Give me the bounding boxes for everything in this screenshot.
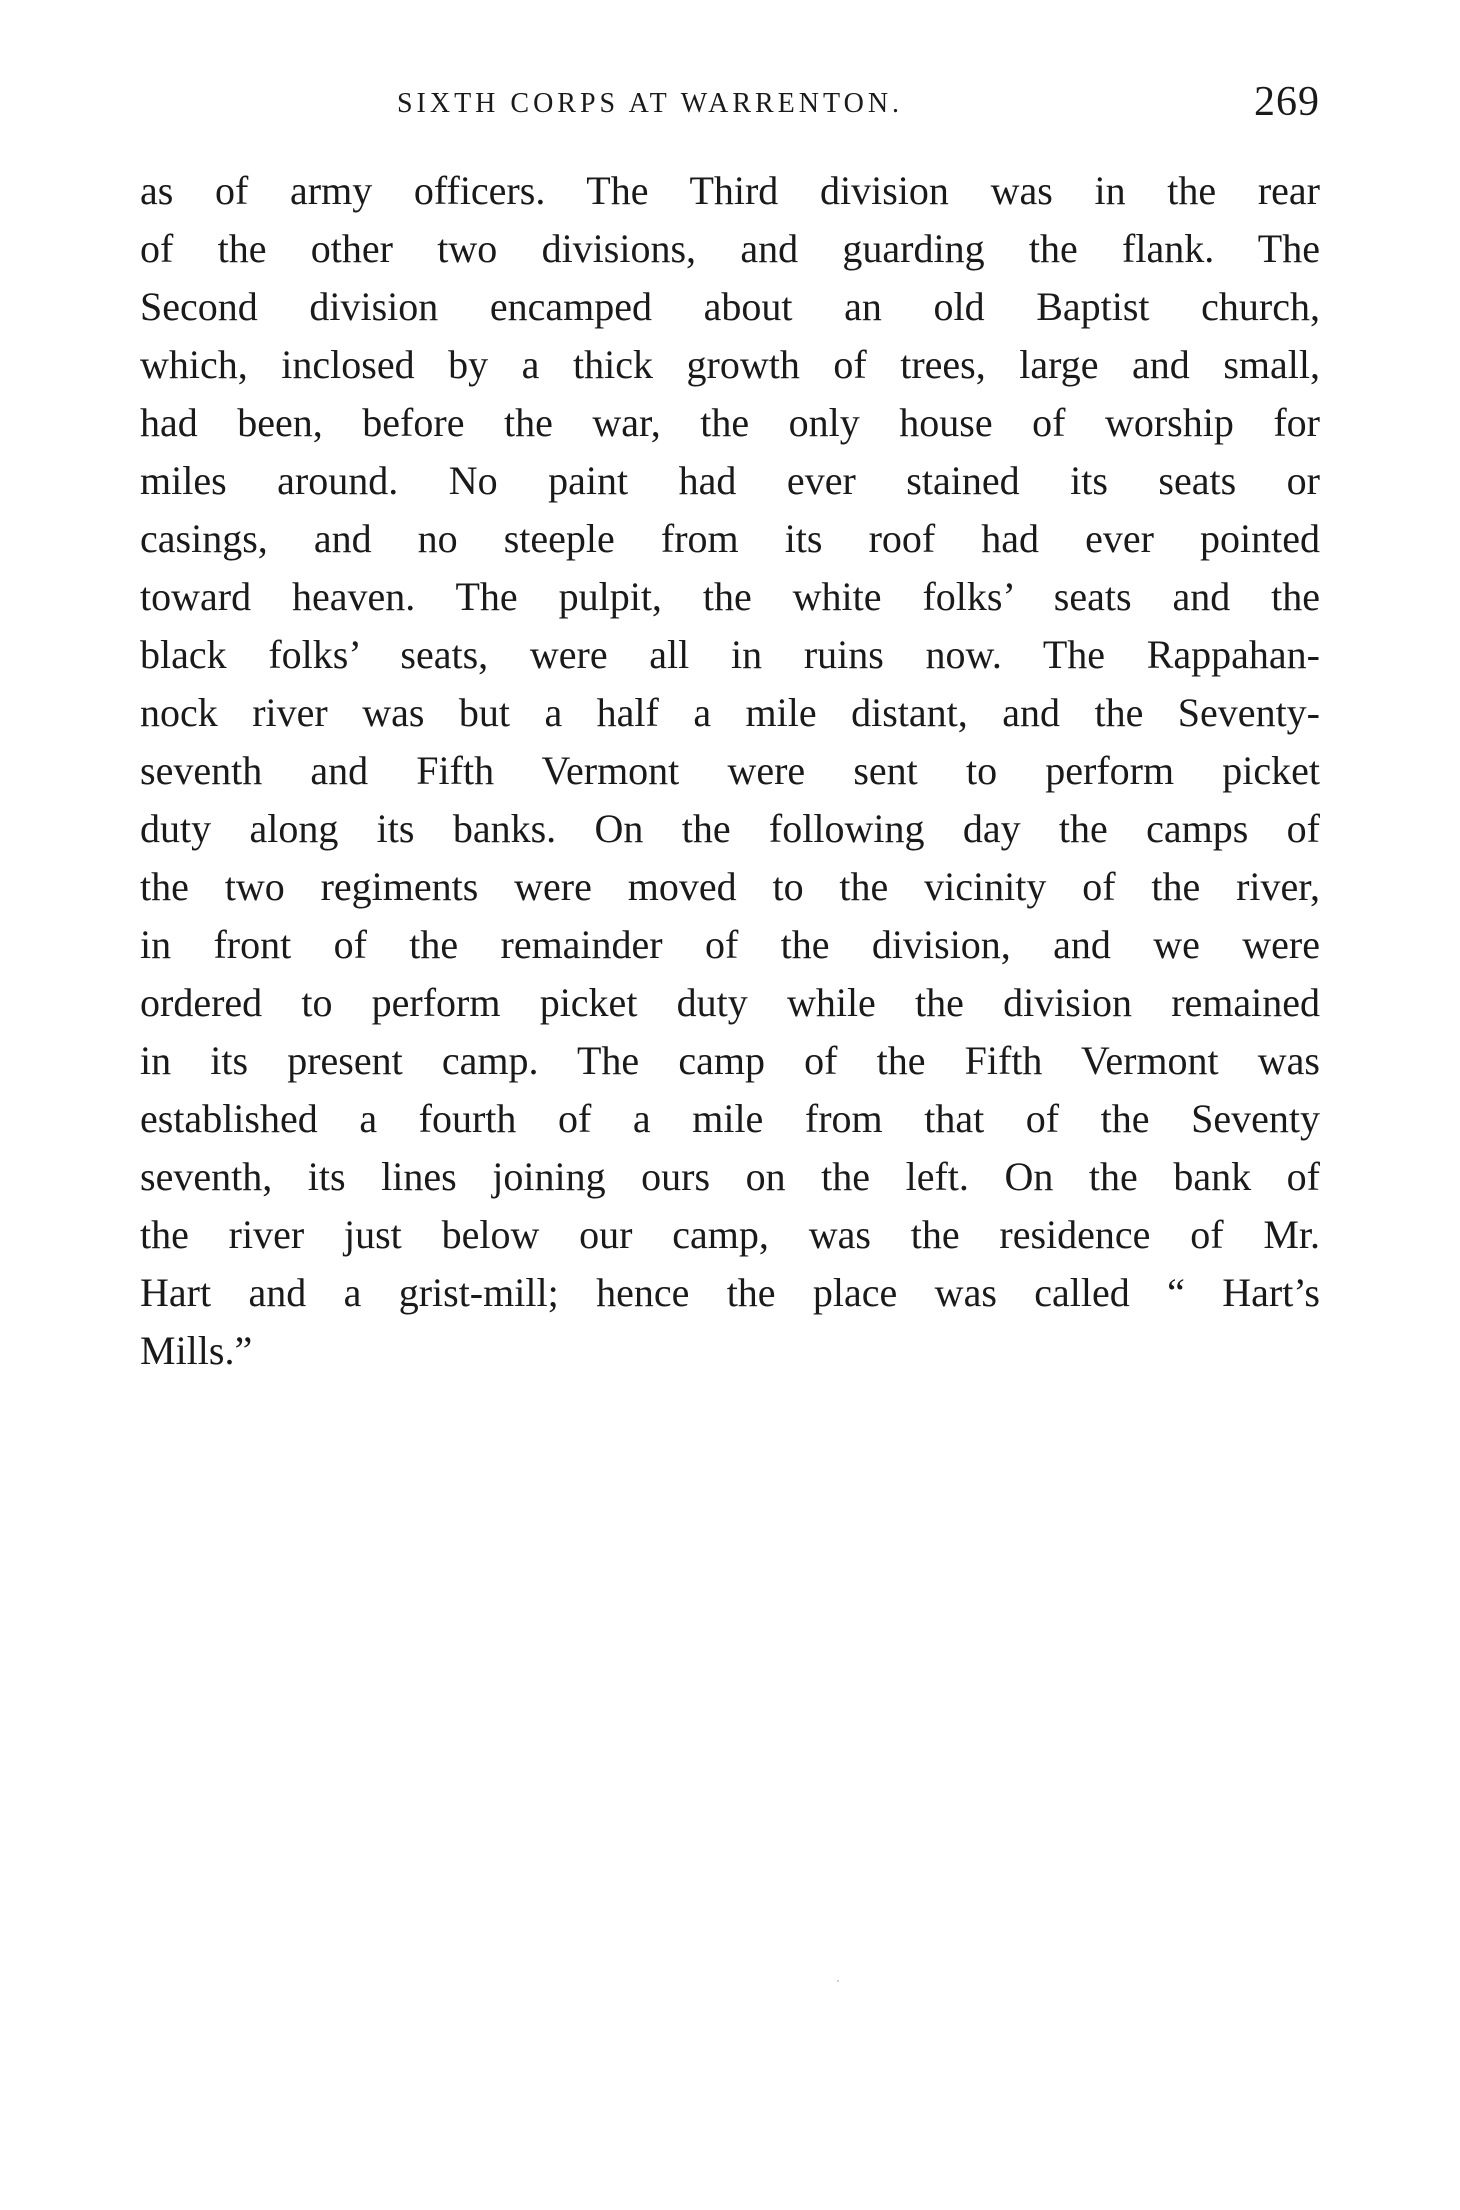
page-number: 269: [1254, 79, 1320, 125]
text-line: black folks’ seats, were all in ruins now. The Rappahan-: [140, 632, 1320, 677]
text-line: Mills.”: [140, 1328, 253, 1373]
text-line: had been, before the war, the only house of worship for: [140, 400, 1320, 445]
text-line: seventh, its lines joining ours on the left. On the bank of: [140, 1154, 1320, 1199]
text-line: established a fourth of a mile from that of the Seventy: [140, 1096, 1320, 1141]
text-line: the river just below our camp, was the residence of Mr.: [140, 1212, 1320, 1257]
text-line: in front of the remainder of the division, and we were: [140, 922, 1320, 967]
text-line: duty along its banks. On the following day the camps of: [140, 806, 1320, 851]
text-line: of the other two divisions, and guarding the flank. The: [140, 226, 1320, 271]
text-line: which, inclosed by a thick growth of trees, large and small,: [140, 342, 1320, 387]
text-line: in its present camp. The camp of the Fifth Vermont was: [140, 1038, 1320, 1083]
text-line: Hart and a grist-mill; hence the place was called “ Hart’s: [140, 1270, 1320, 1315]
text-line: toward heaven. The pulpit, the white folks’ seats and the: [140, 574, 1320, 619]
running-header: [140, 78, 1320, 128]
text-line: casings, and no steeple from its roof had ever pointed: [140, 516, 1320, 561]
text-line: as of army officers. The Third division was in the rear: [140, 168, 1320, 213]
paper-speck: [837, 1980, 839, 1982]
body-paragraph: [140, 162, 1320, 1380]
text-line: nock river was but a half a mile distant, and the Seventy-: [140, 690, 1320, 735]
text-line: the two regiments were moved to the vicinity of the river,: [140, 864, 1320, 909]
text-line: seventh and Fifth Vermont were sent to perform picket: [140, 748, 1320, 793]
running-title: SIXTH CORPS AT WARRENTON.: [396, 88, 904, 119]
text-line: ordered to perform picket duty while the division remained: [140, 980, 1320, 1025]
text-line: miles around. No paint had ever stained its seats or: [140, 458, 1320, 503]
text-line: Second division encamped about an old Baptist church,: [140, 284, 1320, 329]
